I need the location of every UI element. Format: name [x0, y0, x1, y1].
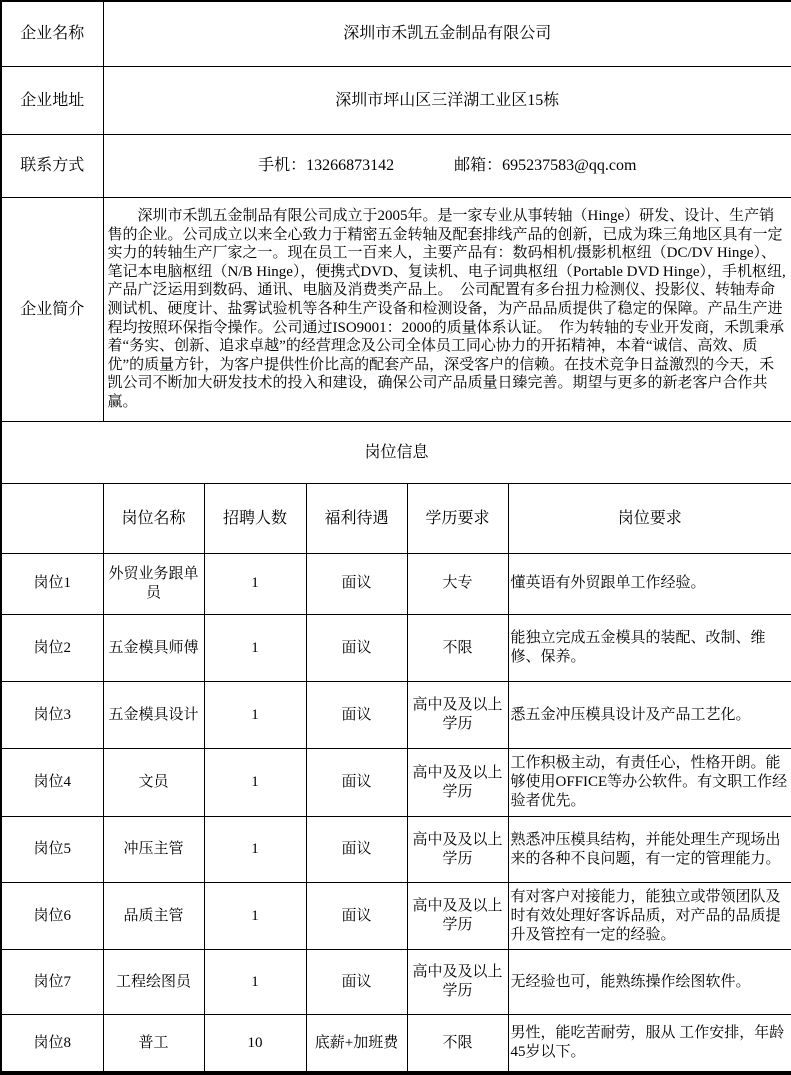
- jobs-section-row: [1, 421, 791, 483]
- job-education: 高中及及以上学历: [407, 749, 508, 817]
- job-welfare: 面议: [306, 553, 407, 614]
- job-label: 岗位3: [1, 682, 103, 749]
- header-blank: [1, 483, 103, 553]
- header-education: 学历要求: [407, 483, 508, 553]
- job-name: 冲压主管: [103, 817, 204, 883]
- job-education: 高中及及以上学历: [407, 682, 508, 749]
- company-profile-row: [1, 197, 791, 421]
- job-count: 1: [204, 817, 306, 883]
- job-requirement: 无经验也可，能熟练操作绘图软件。: [508, 950, 791, 1015]
- phone-label: 手机：: [258, 157, 307, 175]
- company-profile-label: 企业简介: [1, 197, 103, 421]
- company-name-value: 深圳市禾凯五金制品有限公司: [103, 1, 791, 66]
- job-welfare: 面议: [306, 615, 407, 682]
- job-requirement: 悉五金冲压模具设计及产品工艺化。: [508, 682, 791, 749]
- job-name: 外贸业务跟单员: [103, 553, 204, 614]
- company-profile-cell: [103, 197, 791, 421]
- job-requirement: 男性，能吃苦耐劳，服从 工作安排，年龄45岁以下。: [508, 1015, 791, 1073]
- jobs-section-title: 岗位信息: [1, 421, 791, 483]
- job-row-6: [1, 883, 791, 950]
- job-welfare: 面议: [306, 883, 407, 950]
- job-requirement: 能独立完成五金模具的装配、改制、维修、保养。: [508, 615, 791, 682]
- company-name-label: 企业名称: [1, 1, 103, 66]
- job-welfare: 面议: [306, 950, 407, 1015]
- job-education: 高中及及以上学历: [407, 883, 508, 950]
- job-education: 不限: [407, 1015, 508, 1073]
- job-welfare: 面议: [306, 749, 407, 817]
- contact-row: [1, 134, 791, 197]
- job-welfare: 底薪+加班费: [306, 1015, 407, 1073]
- job-label: 岗位5: [1, 817, 103, 883]
- job-count: 1: [204, 950, 306, 1015]
- job-education: 高中及及以上学历: [407, 950, 508, 1015]
- phone-value: 13266873142: [306, 157, 395, 175]
- header-welfare: 福利待遇: [306, 483, 407, 553]
- job-education: 高中及及以上学历: [407, 817, 508, 883]
- email-label: 邮箱：: [454, 157, 503, 175]
- job-welfare: 面议: [306, 682, 407, 749]
- job-name: 品质主管: [103, 883, 204, 950]
- jobs-header-row: [1, 483, 791, 553]
- job-requirement: 工作积极主动，有责任心，性格开朗。能够使用OFFICE等办公软件。有文职工作经验者优先。: [508, 749, 791, 817]
- job-label: 岗位4: [1, 749, 103, 817]
- job-count: 1: [204, 553, 306, 614]
- job-requirement: 有对客户对接能力，能独立或带领团队及时有效处理好客诉品质，对产品的品质提升及管控有一定的经验。: [508, 883, 791, 950]
- job-row-1: [1, 553, 791, 614]
- header-job-name: 岗位名称: [103, 483, 204, 553]
- job-row-4: [1, 749, 791, 817]
- job-label: 岗位2: [1, 615, 103, 682]
- job-requirement: 熟悉冲压模具结构，并能处理生产现场出来的各种不良问题，有一定的管理能力。: [508, 817, 791, 883]
- job-name: 文员: [103, 749, 204, 817]
- job-education: 大专: [407, 553, 508, 614]
- company-name-row: [1, 1, 791, 66]
- company-address-row: [1, 66, 791, 134]
- job-name: 五金模具设计: [103, 682, 204, 749]
- job-name: 五金模具师傅: [103, 615, 204, 682]
- job-requirement: 懂英语有外贸跟单工作经验。: [508, 553, 791, 614]
- job-label: 岗位6: [1, 883, 103, 950]
- contact-label: 联系方式: [1, 134, 103, 197]
- company-address-label: 企业地址: [1, 66, 103, 134]
- job-welfare: 面议: [306, 817, 407, 883]
- job-name: 工程绘图员: [103, 950, 204, 1015]
- job-education: 不限: [407, 615, 508, 682]
- job-row-2: [1, 615, 791, 682]
- job-count: 1: [204, 749, 306, 817]
- email-value: 695237583@qq.com: [502, 157, 637, 175]
- job-row-7: [1, 950, 791, 1015]
- header-headcount: 招聘人数: [204, 483, 306, 553]
- job-row-5: [1, 817, 791, 883]
- job-count: 1: [204, 682, 306, 749]
- header-requirement: 岗位要求: [508, 483, 791, 553]
- contact-value: [103, 134, 791, 197]
- job-label: 岗位7: [1, 950, 103, 1015]
- job-count: 10: [204, 1015, 306, 1073]
- job-count: 1: [204, 883, 306, 950]
- job-label: 岗位8: [1, 1015, 103, 1073]
- job-row-3: [1, 682, 791, 749]
- job-row-8: [1, 1015, 791, 1073]
- company-address-value: 深圳市坪山区三洋湖工业区15栋: [103, 66, 791, 134]
- company-profile-text: 深圳市禾凯五金制品有限公司成立于2005年。是一家专业从事转轴（Hinge）研发、设计、生产销售的企业。公司成立以来全心致力于精密五金转轴及配套排线产品的创新，已成为珠三角地区具有一定实力的转轴生产厂家之一。现在员工一百来人，主要产品有：数码相机/摄影机枢纽（DC/DV Hinge）、笔记本电脑枢纽（N/B Hinge），便携式DVD、复读机、电子词典枢纽（Portable DVD Hinge），手机枢纽,产品广泛运用到数码、通讯、电脑及消费类产品上。 公司配置有多台扭力检测仪、投影仪、转轴寿命测试机、硬度计、盐雾试验机等各种生产设备和检测设备，为产品品质提供了稳定的保障。产品生产进程均按照环保指令操作。公司通过ISO9001：2000的质量体系认证。 作为转轴的专业开发商，禾凯秉承着“务实、创新、追求卓越”的经营理念及公司全体员工同心协力的开拓精神，本着“诚信、高效、质优”的质量方针，为客户提供性价比高的配套产品，深受客户的信赖。在技术竞争日益激烈的今天，禾凯公司不断加大研发技术的投入和建设，确保公司产品质量日臻完善。期望与更多的新老客户合作共赢。: [107, 207, 786, 410]
- job-label: 岗位1: [1, 553, 103, 614]
- job-name: 普工: [103, 1015, 204, 1073]
- job-count: 1: [204, 615, 306, 682]
